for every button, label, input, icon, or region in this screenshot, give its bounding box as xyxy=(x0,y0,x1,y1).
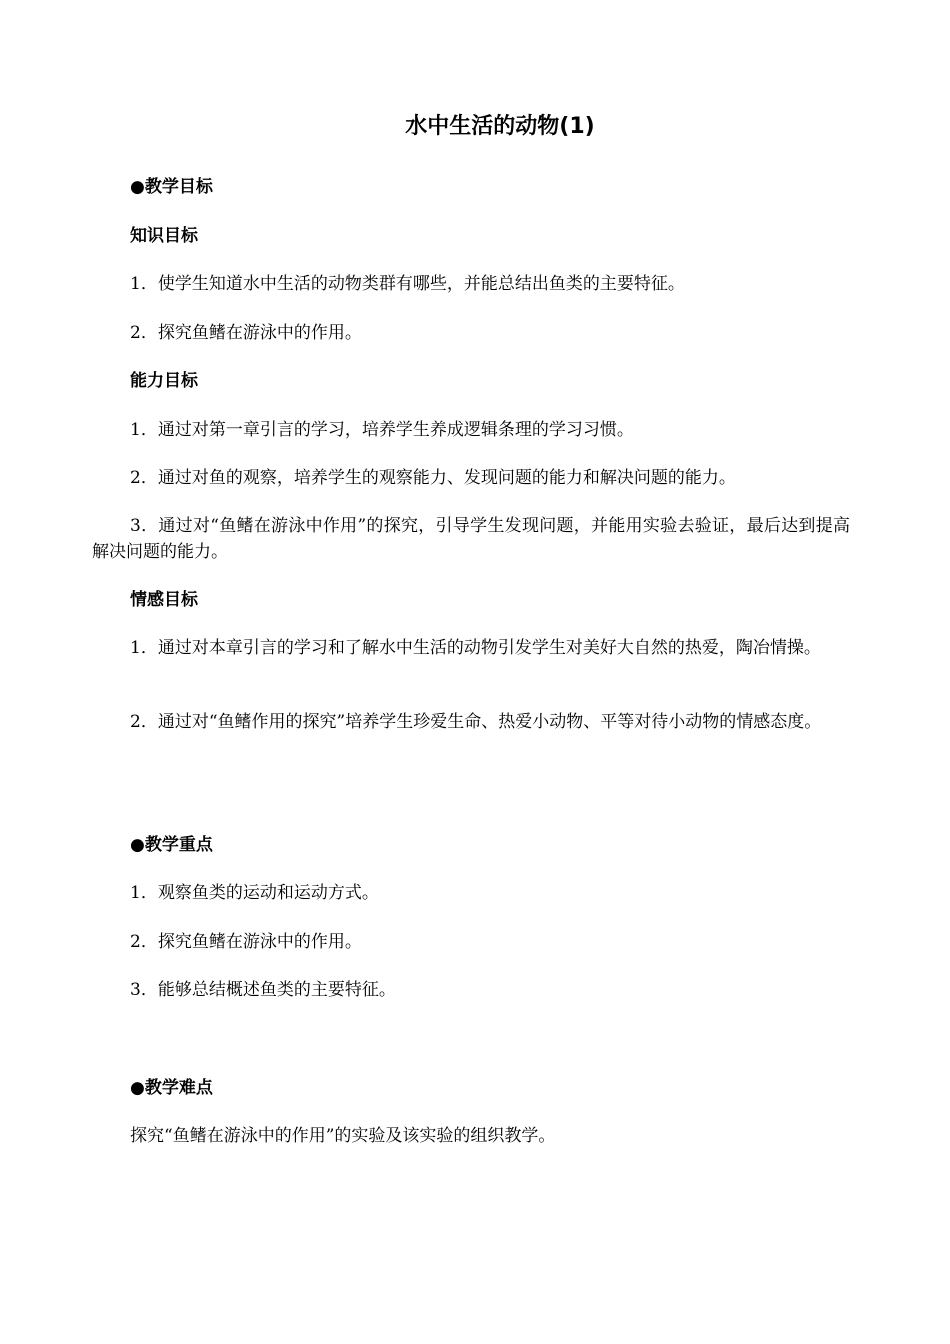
section-heading-teaching-goals: ●教学目标 xyxy=(130,177,213,197)
knowledge-goal-item: 1．使学生知道水中生活的动物类群有哪些，并能总结出鱼类的主要特征。 xyxy=(130,274,685,294)
subheading-knowledge-goals: 知识目标 xyxy=(130,226,198,246)
ability-goal-item: 3．通过对“鱼鳍在游泳中作用”的探究，引导学生发现问题，并能用实验去验证，最后达到提高解决问题的能力。 xyxy=(92,516,850,562)
section-heading-key-points: ●教学重点 xyxy=(130,835,213,855)
subheading-ability-goals: 能力目标 xyxy=(130,371,198,391)
knowledge-goal-item: 2．探究鱼鳍在游泳中的作用。 xyxy=(130,323,362,343)
key-point-item: 1．观察鱼类的运动和运动方式。 xyxy=(130,883,379,903)
emotion-goal-item: 1．通过对本章引言的学习和了解水中生活的动物引发学生对美好大自然的热爱，陶冶情操。 xyxy=(130,638,821,658)
ability-goal-item: 2．通过对鱼的观察，培养学生的观察能力、发现问题的能力和解决问题的能力。 xyxy=(130,468,736,488)
ability-goal-item: 1．通过对第一章引言的学习，培养学生养成逻辑条理的学习习惯。 xyxy=(130,420,634,440)
section-heading-difficulties: ●教学难点 xyxy=(130,1078,213,1098)
key-point-item: 2．探究鱼鳍在游泳中的作用。 xyxy=(130,932,362,952)
difficulty-text: 探究“鱼鳍在游泳中的作用”的实验及该实验的组织教学。 xyxy=(130,1126,556,1146)
subheading-emotion-goals: 情感目标 xyxy=(130,590,198,610)
page-title: 水中生活的动物(1) xyxy=(405,114,595,139)
key-point-item: 3．能够总结概述鱼类的主要特征。 xyxy=(130,980,396,1000)
emotion-goal-item: 2．通过对“鱼鳍作用的探究”培养学生珍爱生命、热爱小动物、平等对待小动物的情感态度。 xyxy=(130,712,822,732)
